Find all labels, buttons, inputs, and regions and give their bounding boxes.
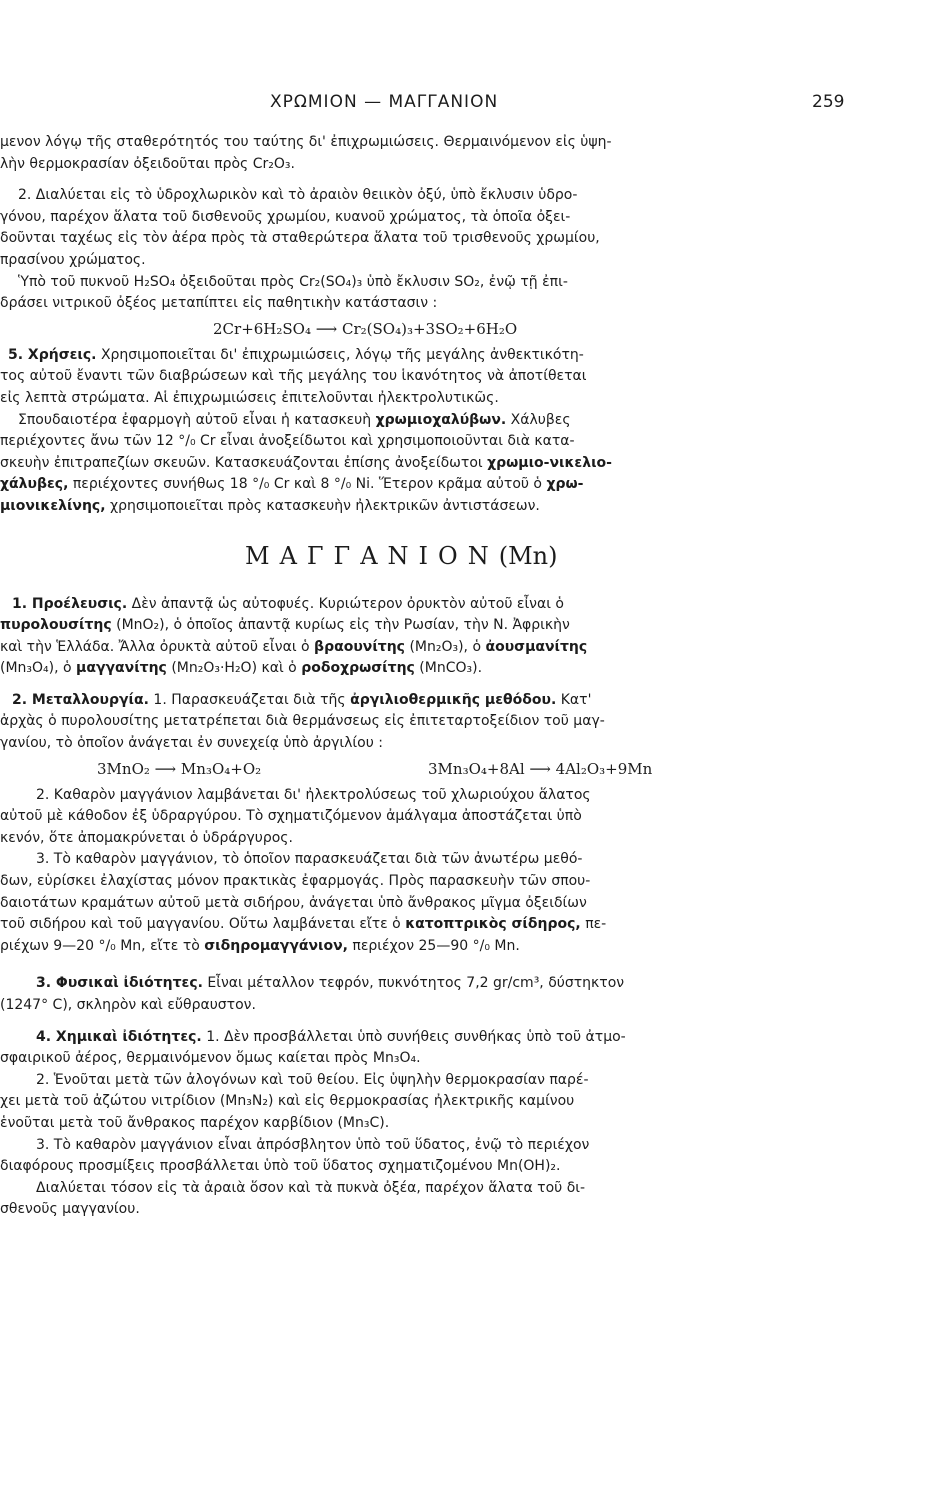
- text-line: Ὑπὸ τοῦ πυκνοῦ H₂SO₄ ὀξειδοῦται πρὸς Cr₂(SO₄)₃ ὑπὸ ἔκλυσιν SO₂, ἐνῷ τῇ ἐπι-: [18, 273, 568, 290]
- equation: 3MnO₂ ⟶ Mn₃O₄+O₂: [97, 759, 262, 778]
- text-line: ἀρχὰς ὁ πυρολουσίτης μετατρέπεται διὰ θερμάνσεως εἰς ἐπιτεταρτοξείδιον τοῦ μαγ-: [0, 713, 605, 730]
- text-line: χάλυβες, περιέχοντες συνήθως 18 °/₀ Cr καὶ 8 °/₀ Ni. Ἕτερον κρᾶμα αὐτοῦ ὁ χρω-: [0, 476, 584, 493]
- text-line: 3. Φυσικαὶ ἰδιότητες. Εἶναι μέταλλον τεφρόν, πυκνότητος 7,2 gr/cm³, δύστηκτον: [36, 975, 625, 992]
- text-line: κενόν, ὅτε ἀπομακρύνεται ὁ ὑδράργυρος.: [0, 829, 293, 846]
- text-line: ἑνοῦται μετὰ τοῦ ἄνθρακος παρέχον καρβίδιον (Mn₃C).: [0, 1114, 390, 1131]
- text-line: 2. Διαλύεται εἰς τὸ ὑδροχλωρικὸν καὶ τὸ ἀραιὸν θειικὸν ὀξύ, ὑπὸ ἔκλυσιν ὑδρο-: [18, 187, 578, 204]
- text-line: 2. Ἑνοῦται μετὰ τῶν ἀλογόνων καὶ τοῦ θείου. Εἰς ὑψηλὴν θερμοκρασίαν παρέ-: [36, 1071, 589, 1088]
- section-label: 4. Χημικαὶ ἰδιότητες.: [36, 1028, 202, 1045]
- page-header: [0, 92, 946, 122]
- section-label: 3. Φυσικαὶ ἰδιότητες.: [36, 975, 203, 992]
- text-line: (1247° C), σκληρὸν καὶ εὔθραυστον.: [0, 997, 256, 1013]
- text-line: 2. Μεταλλουργία. 1. Παρασκευάζεται διὰ τῆς ἀργιλιοθερμικῆς μεθόδου. Κατ': [12, 691, 592, 708]
- text-line: δων, εὑρίσκει ἐλαχίστας μόνον πρακτικὰς ἐφαρμογάς. Πρὸς παρασκευὴν τῶν σπου-: [0, 873, 591, 890]
- text-line: αὐτοῦ μὲ κάθοδον ἐξ ὑδραργύρου. Τὸ σχηματιζόμενον ἀμάλγαμα ἀποστάζεται ὑπὸ: [0, 808, 582, 825]
- text-line: γόνου, παρέχον ἅλατα τοῦ δισθενοῦς χρωμίου, κυανοῦ χρώματος, τὰ ὁποῖα ὀξει-: [0, 208, 571, 225]
- section-label: 1. Προέλευσις.: [12, 595, 128, 612]
- text-line: τος αὐτοῦ ἔναντι τῶν διαβρώσεων καὶ τῆς μεγάλης του ἱκανότητος νὰ ἀποτίθεται: [0, 368, 587, 385]
- text-line: πυρολουσίτης (MnO₂), ὁ ὁποῖος ἀπαντᾷ κυρίως εἰς τὴν Ρωσίαν, τὴν Ν. Ἀφρικὴν: [0, 617, 570, 634]
- text-line: λὴν θερμοκρασίαν ὀξειδοῦται πρὸς Cr₂O₃.: [0, 155, 295, 172]
- text-line: πρασίνου χρώματος.: [0, 251, 146, 268]
- text-line: δαιοτάτων κραμάτων αὐτοῦ μετὰ σιδήρου, ἀνάγεται ὑπὸ ἄνθρακος μῖγμα ὀξειδίων: [0, 894, 587, 911]
- text-line: 3. Τὸ καθαρὸν μαγγάνιον, τὸ ὁποῖον παρασκευάζεται διὰ τῶν ἀνωτέρω μεθό-: [36, 851, 583, 868]
- page-body: [0, 132, 946, 1221]
- text-line: σθενοῦς μαγγανίου.: [0, 1201, 140, 1218]
- text-line: Σπουδαιοτέρα ἐφαρμογὴ αὐτοῦ εἶναι ἡ κατασκευὴ χρωμιοχαλύβων. Χάλυβες: [18, 411, 571, 428]
- text-line: Διαλύεται τόσον εἰς τὰ ἀραιὰ ὅσον καὶ τὰ πυκνὰ ὀξέα, παρέχον ἅλατα τοῦ δι-: [36, 1179, 586, 1196]
- equation: 2Cr+6H₂SO₄ ⟶ Cr₂(SO₄)₃+3SO₂+6H₂O: [213, 319, 518, 338]
- section-label: 2. Μεταλλουργία.: [12, 691, 149, 708]
- equation-row: [0, 755, 946, 785]
- text-line: μιονικελίνης, χρησιμοποιεῖται πρὸς κατασκευὴν ἠλεκτρικῶν ἀντιστάσεων.: [0, 497, 540, 514]
- section-label: 5. Χρήσεις.: [8, 346, 97, 363]
- text-line: εἰς λεπτὰ στρώματα. Αἱ ἐπιχρωμιώσεις ἐπιτελοῦνται ἠλεκτρολυτικῶς.: [0, 389, 499, 406]
- text-line: δοῦνται ταχέως εἰς τὸν ἀέρα πρὸς τὰ σταθερώτερα ἅλατα τοῦ τρισθενοῦς χρωμίου,: [0, 230, 600, 247]
- text-line: γανίου, τὸ ὁποῖον ἀνάγεται ἐν συνεχείᾳ ὑπὸ ἀργιλίου :: [0, 735, 383, 752]
- text-line: ριέχων 9—20 °/₀ Mn, εἴτε τὸ σιδηρομαγγάνιον, περιέχον 25—90 °/₀ Mn.: [0, 937, 520, 954]
- text-line: 5. Χρήσεις. Χρησιμοποιεῖται δι' ἐπιχρωμιώσεις, λόγῳ τῆς μεγάλης ἀνθεκτικότη-: [8, 346, 584, 363]
- text-line: 1. Προέλευσις. Δὲν ἀπαντᾷ ὡς αὐτοφυές. Κυριώτερον ὀρυκτὸν αὐτοῦ εἶναι ὁ: [12, 595, 564, 612]
- text-line: (Mn₃O₄), ὁ μαγγανίτης (Mn₂O₃·H₂O) καὶ ὁ ροδοχρωσίτης (MnCO₃).: [0, 660, 483, 677]
- text-line: δράσει νιτρικοῦ ὀξέος μεταπίπτει εἰς παθητικὴν κατάστασιν :: [0, 295, 438, 312]
- text-line: 3. Τὸ καθαρὸν μαγγάνιον εἶναι ἀπρόσβλητον ὑπὸ τοῦ ὕδατος, ἐνῷ τὸ περιέχον: [36, 1136, 590, 1153]
- text-line: περιέχοντες ἄνω τῶν 12 °/₀ Cr εἶναι ἀνοξείδωτοι καὶ χρησιμοποιοῦνται διὰ κατα-: [0, 433, 575, 450]
- text-line: 4. Χημικαὶ ἰδιότητες. 1. Δὲν προσβάλλεται ὑπὸ συνήθεις συνθήκας ὑπὸ τοῦ ἀτμο-: [36, 1028, 626, 1045]
- equation: 3Mn₃O₄+8Al ⟶ 4Al₂O₃+9Mn: [428, 759, 653, 778]
- text-line: μενον λόγῳ τῆς σταθερότητός του ταύτης δι' ἐπιχρωμιώσεις. Θερμαινόμενον εἰς ὑψη-: [0, 134, 612, 150]
- page-number: 259: [812, 92, 845, 112]
- section-heading-manganese: ΜΑΓΓΑΝΙΟΝ(Mn): [245, 541, 558, 570]
- text-line: 2. Καθαρὸν μαγγάνιον λαμβάνεται δι' ἠλεκτρολύσεως τοῦ χλωριούχου ἅλατος: [36, 786, 591, 803]
- text-line: σκευὴν ἐπιτραπεζίων σκευῶν. Κατασκευάζονται ἐπίσης ἀνοξείδωτοι χρωμιο-νικελιο-: [0, 454, 612, 471]
- running-title: ΧΡΩΜΙΟΝ — ΜΑΓΓΑΝΙΟΝ: [270, 92, 499, 112]
- text-line: καὶ τὴν Ἑλλάδα. Ἄλλα ὀρυκτὰ αὐτοῦ εἶναι ὁ βραουνίτης (Mn₂O₃), ὁ ἀουσμανίτης: [0, 638, 588, 655]
- text-line: τοῦ σιδήρου καὶ τοῦ μαγγανίου. Οὕτω λαμβάνεται εἴτε ὁ κατοπτρικὸς σίδηρος, πε-: [0, 916, 607, 933]
- text-line: σφαιρικοῦ ἀέρος, θερμαινόμενον ὅμως καίεται πρὸς Mn₃O₄.: [0, 1050, 421, 1067]
- text-line: χει μετὰ τοῦ ἀζώτου νιτρίδιον (Mn₃N₂) καὶ εἰς θερμοκρασίας ἠλεκτρικῆς καμίνου: [0, 1093, 575, 1110]
- text-line: διαφόρους προσμίξεις προσβάλλεται ὑπὸ τοῦ ὕδατος σχηματιζομένου Mn(OH)₂.: [0, 1158, 561, 1175]
